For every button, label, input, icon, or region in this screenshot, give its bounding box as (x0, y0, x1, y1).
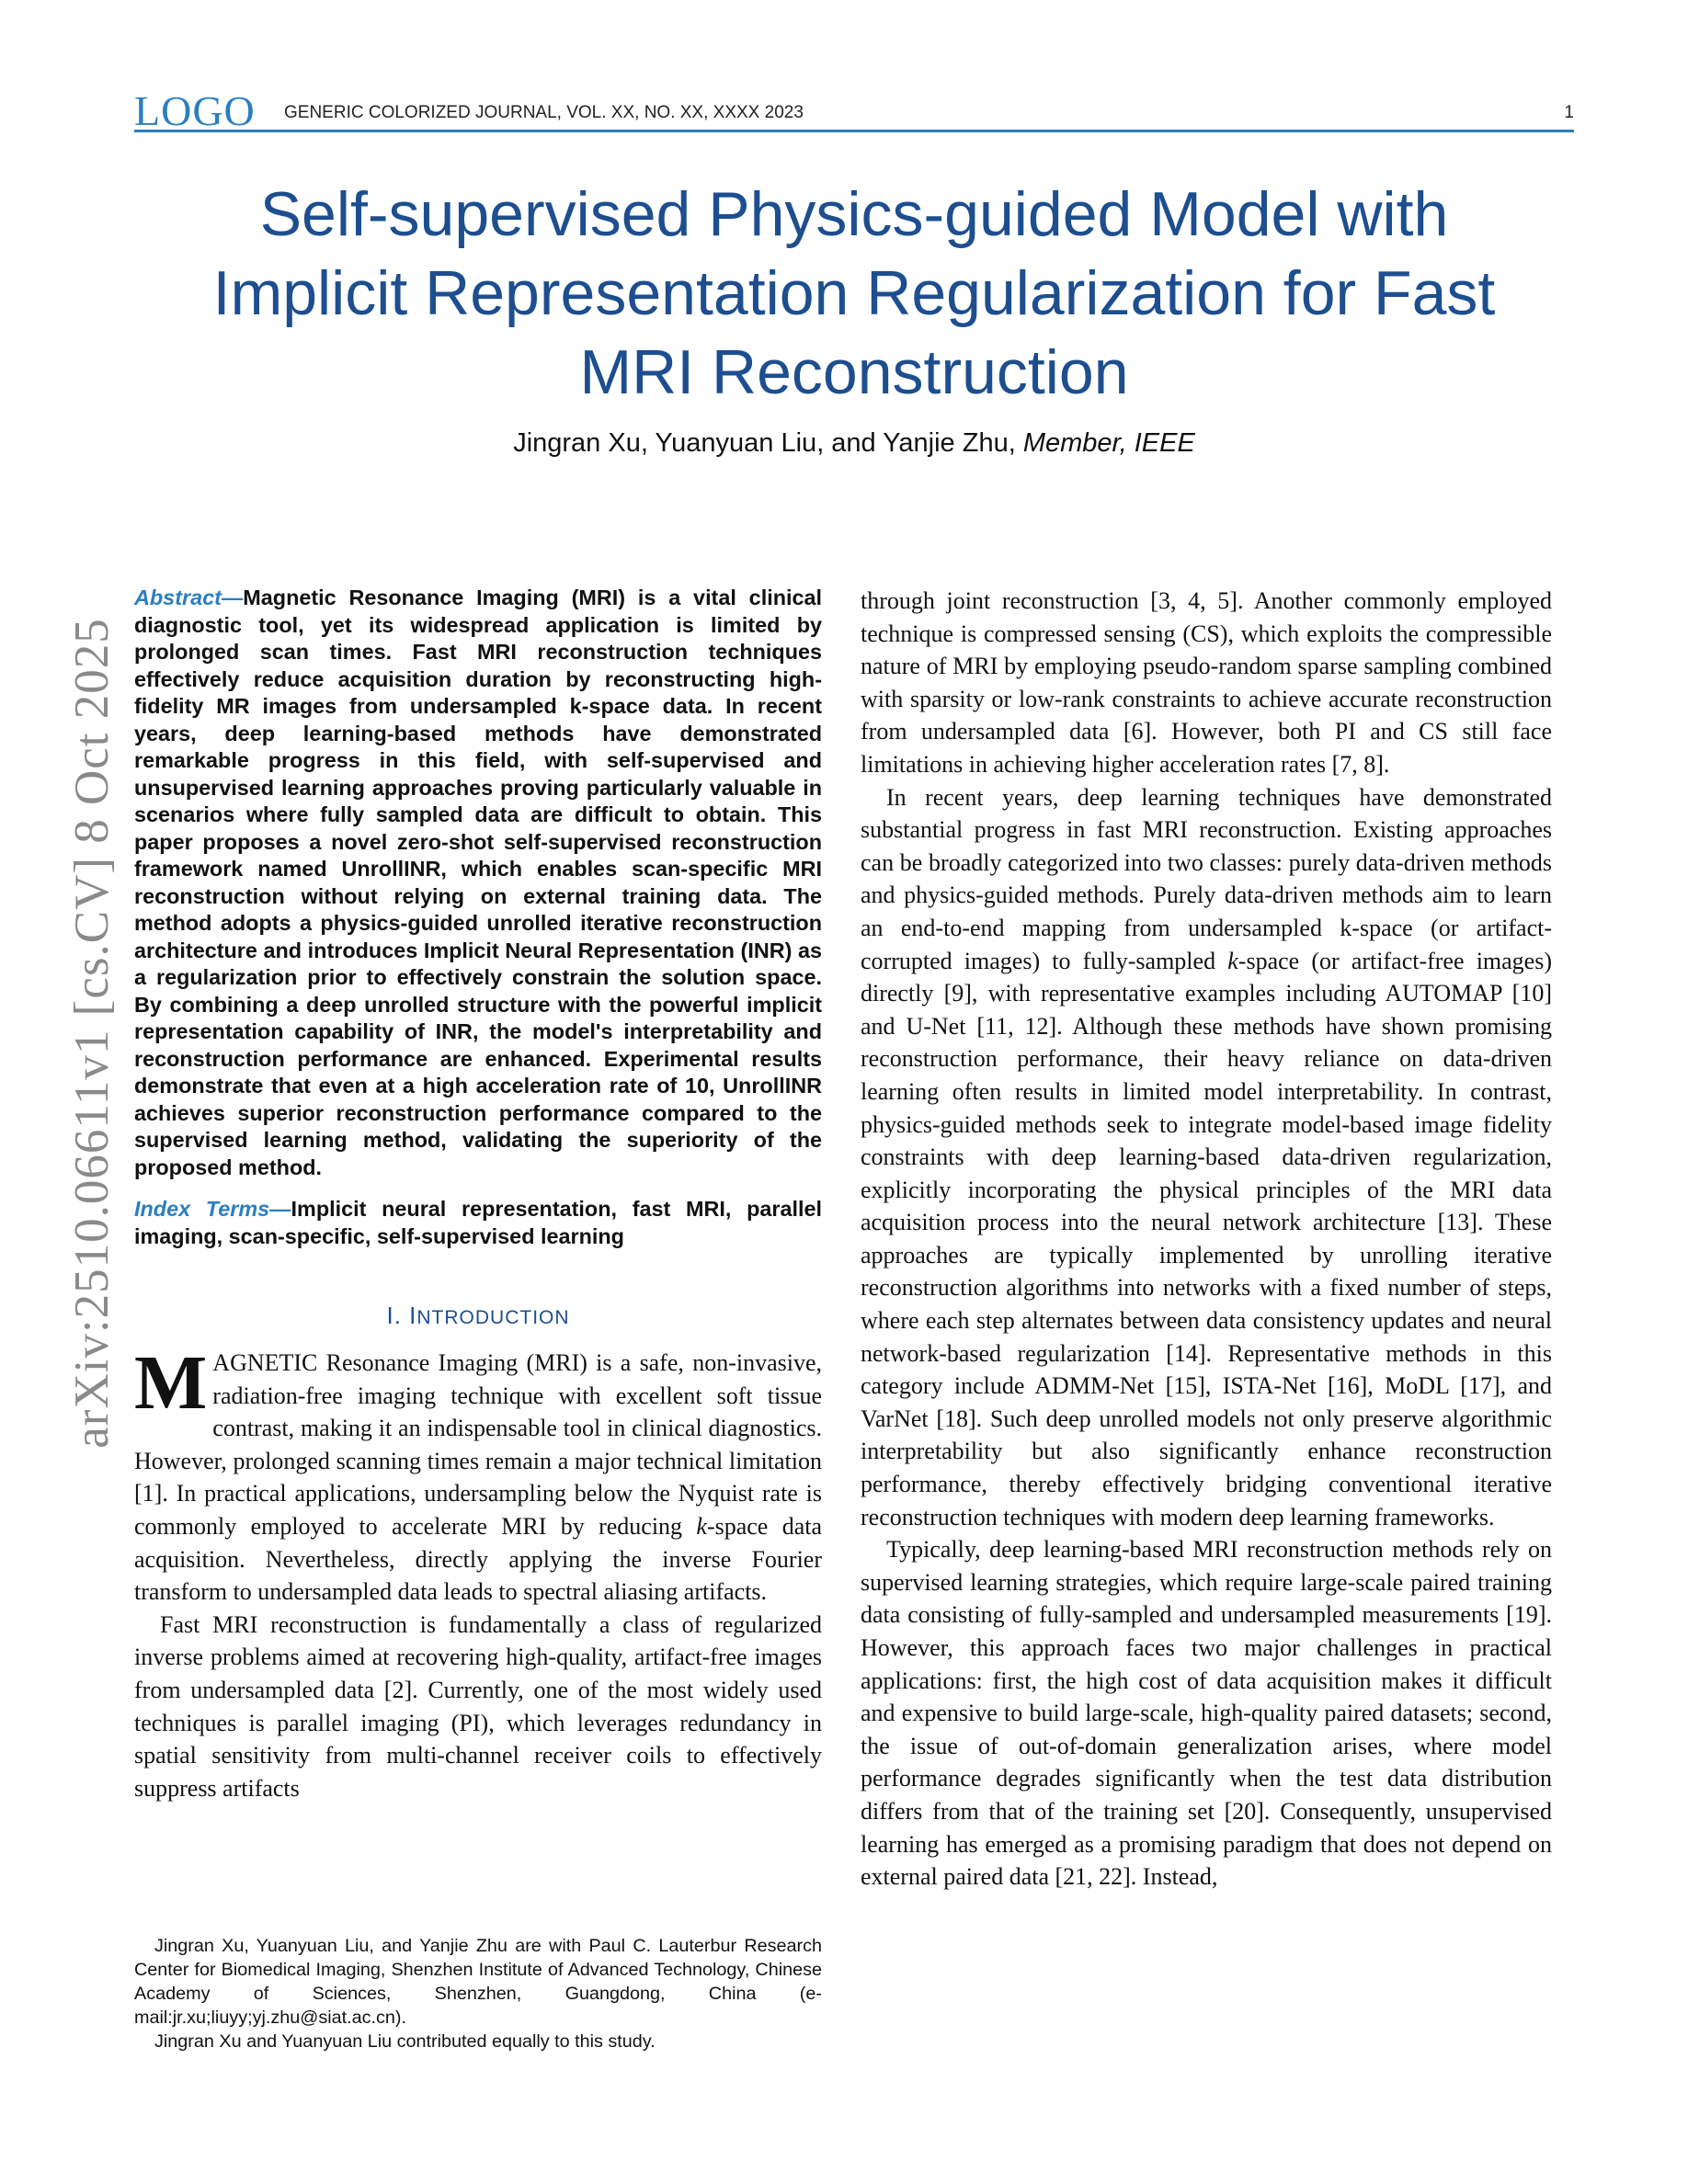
footnote-affiliation: Jingran Xu, Yuanyuan Liu, and Yanjie Zhu are with Paul C. Lauterbur Research Center for Biomedical Imaging, Shenzhen Institute of Advanced Technology, Chinese Academy of Sciences, Shenzhen, Guangdong, China (e-mail:jr.xu;liuyy;yj.zhu@siat.ac.cn). (134, 1936, 822, 2028)
page-number: 1 (1564, 103, 1574, 122)
section-number: I. (386, 1302, 410, 1329)
author-list (134, 428, 1574, 459)
arxiv-stamp: arXiv:2510.06611v1 [cs.CV] 8 Oct 2025 (65, 618, 119, 1449)
section-heading (134, 1302, 822, 1330)
title-line: MRI Reconstruction (579, 337, 1129, 407)
math-k: k (696, 1512, 707, 1540)
drop-cap: M (134, 1340, 208, 1426)
paragraph-text: In recent years, deep learning techniques have demonstrated substantial progress in fast MRI reconstruction. Existing approaches can be broadly categorized into two classes: purely data-driven methods and physics-guided methods. Purely data-driven methods aim to learn an end-to-end mapping from undersampled k-space (or artifact-corrupted images) to fully-sampled (861, 783, 1552, 974)
index-terms-label: Index Terms— (134, 1197, 291, 1221)
page-header (134, 86, 1574, 132)
author-role: Member, IEEE (1022, 428, 1195, 458)
paragraph-text: -space data acquisition. Nevertheless, directly applying the inverse Fourier transform to undersampled data leads to spectral aliasing artifacts. (134, 1512, 823, 1606)
journal-logo: LOGO (134, 87, 256, 134)
title-line: Implicit Representation Regularization for Fast (212, 258, 1496, 328)
abstract-text: Magnetic Resonance Imaging (MRI) is a vital clinical diagnostic tool, yet its widespread application is limited by prolonged scan times. Fast MRI reconstruction techniques effectively reduce acquisition duration by reconstructing high-fidelity MR images from undersampled k-space data. In recent years, deep learning-based methods have demonstrated remarkable progress in this field, with self-supervised and unsupervised learning approaches proving particularly valuable in scenarios where fully sampled data are difficult to obtain. This paper proposes a novel zero-shot self-supervised reconstruction framework named UnrollINR, which enables scan-specific MRI reconstruction without relying on external training data. The method adopts a physics-guided unrolled iterative reconstruction architecture and introduces Implicit Neural Representation (INR) as a regularization prior to effectively constrain the solution space. By combining a deep unrolled structure with the powerful implicit representation capability of INR, the model's interpretability and reconstruction performance are enhanced. Experimental results demonstrate that even at a high acceleration rate of 10, UnrollINR achieves superior reconstruction performance compared to the supervised learning method, validating the superiority of the proposed method. (134, 586, 822, 1179)
footnote-contribution: Jingran Xu and Yuanyuan Liu contributed equally to this study. (154, 2031, 656, 2052)
paragraph: Typically, deep learning-based MRI reconstruction methods rely on supervised learning strategies, which require large-scale paired training data consisting of fully-sampled and undersampled measurements [19]. However, this approach faces two major challenges in practical applications: first, the high cost of data acquisition makes it difficult and expensive to build large-scale, high-quality paired datasets; second, the issue of out-of-domain generalization arises, where model performance degrades significantly when the test data distribution differs from that of the training set [20]. Consequently, unsupervised learning has emerged as a promising paradigm that does not depend on external paired data [21, 22]. Instead, (861, 1536, 1552, 1891)
math-k: k (1227, 947, 1238, 974)
author-names: Jingran Xu, Yuanyuan Liu, and Yanjie Zhu, (513, 428, 1016, 458)
paragraph: through joint reconstruction [3, 4, 5]. Another commonly employed technique is compressed sensing (CS), which exploits the compressible nature of MRI by employing pseudo-random sparse sampling combined with sparsity or low-rank constraints to achieve accurate reconstruction from undersampled data [6]. However, both PI and CS still face limitations in achieving higher acceleration rates [7, 8]. (861, 587, 1552, 778)
section-title-cap: I (409, 1302, 417, 1329)
paragraph-text: AGNETIC Resonance Imaging (MRI) is a safe, non-invasive, radiation-free imaging technique with excellent soft tissue contrast, making it an indispensable tool in clinical diagnostics. However, prolonged scanning times remain a major technical limitation [1]. In practical applications, undersampling below the Nyquist rate is commonly employed to accelerate MRI by reducing (134, 1349, 822, 1540)
paragraph (861, 781, 1552, 1534)
title-line: Self-supervised Physics-guided Model with (259, 179, 1449, 249)
right-column (861, 585, 1552, 1894)
journal-name: GENERIC COLORIZED JOURNAL, VOL. XX, NO. XX, XXXX 2023 (284, 103, 804, 122)
paragraph (134, 1340, 823, 1609)
paragraph: Fast MRI reconstruction is fundamentally a class of regularized inverse problems aimed at recovering high-quality, artifact-free images from undersampled data [2]. Currently, one of the most widely used techniques is parallel imaging (PI), which leverages redundancy in spatial sensitivity from multi-channel receiver coils to effectively suppress artifacts (134, 1610, 822, 1802)
section-title-rest: NTRODUCTION (416, 1307, 570, 1328)
index-terms-text: Implicit neural representation, fast MRI, parallel imaging, scan-specific, self-supervised learning (134, 1197, 822, 1248)
affiliation-footnote (134, 1934, 822, 2053)
abstract (134, 585, 822, 1181)
left-column (134, 585, 822, 1804)
abstract-label: Abstract— (134, 586, 244, 609)
index-terms (134, 1196, 822, 1250)
paragraph-text: -space (or artifact-free images) directly [9], with representative examples including AUTOMAP [10] and U-Net [11, 12]. Although these methods have shown promising reconstruction performance, their heavy reliance on data-driven learning often results in limited model interpretability. In contrast, physics-guided methods seek to integrate model-based image fidelity constraints with deep learning-based data-driven regularization, explicitly incorporating the physical principles of the MRI data acquisition process into the neural network architecture [13]. These approaches are typically implemented by unrolling iterative reconstruction algorithms into networks with a fixed number of steps, where each step alternates between data consistency updates and neural network-based regularization [14]. Representative methods in this category include ADMM-Net [15], ISTA-Net [16], MoDL [17], and VarNet [18]. Such deep unrolled models not only preserve algorithmic interpretability but also significantly enhance reconstruction performance, thereby effectively bridging conventional iterative reconstruction techniques with modern deep learning frameworks. (861, 947, 1552, 1530)
paper-title (134, 175, 1574, 412)
intro-text (134, 1340, 823, 1804)
